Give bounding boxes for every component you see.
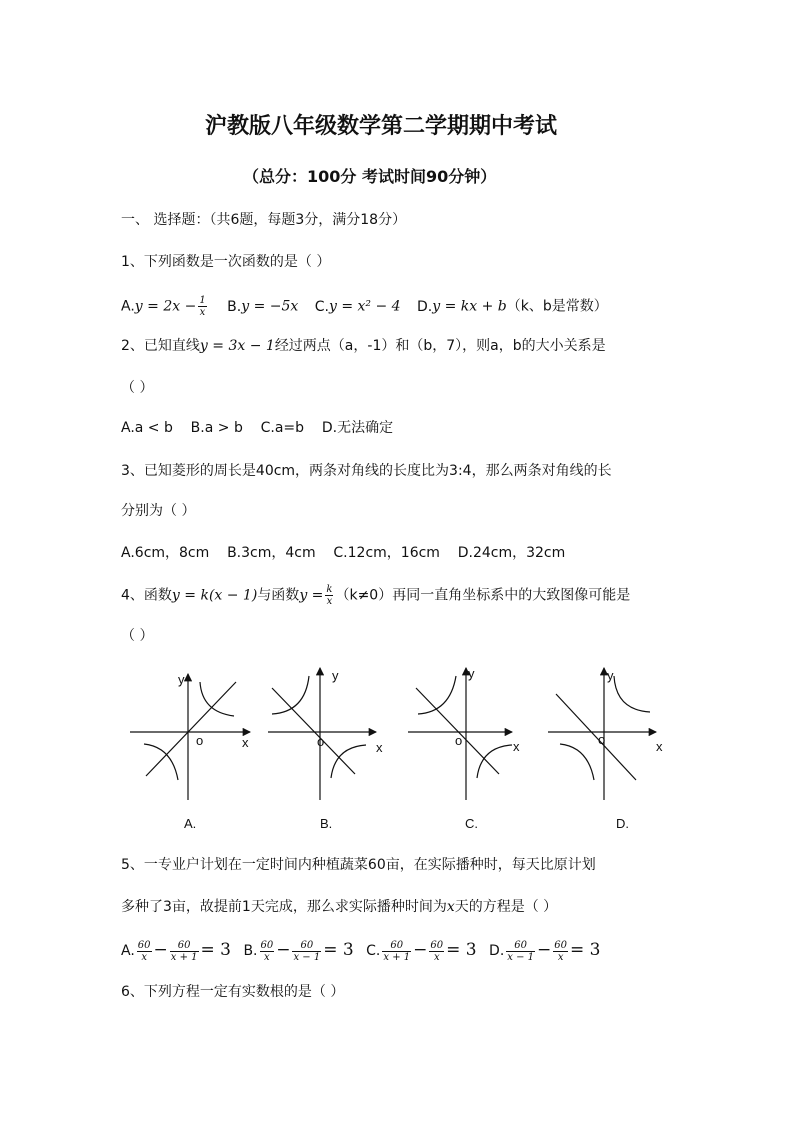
graph-b-x-label: x bbox=[376, 740, 383, 755]
graph-c-y-label: y bbox=[468, 666, 475, 681]
q5-b-rhs: = 3 bbox=[323, 940, 354, 960]
q4-blank: （ ） bbox=[121, 628, 154, 644]
q1-a-frac bbox=[198, 295, 206, 318]
graph-a-caption: A. bbox=[184, 816, 197, 831]
q4-num: k bbox=[326, 584, 333, 595]
q1-a-expr: y = 2x − bbox=[134, 298, 197, 315]
q3-stem: 3、已知菱形的周长是40cm，两条对角线的长度比为3:4，那么两条对角线的长 bbox=[121, 463, 612, 479]
q2-post: 经过两点（a，-1）和（b，7），则a，b的大小关系是 bbox=[274, 338, 606, 354]
graph-b-line bbox=[272, 688, 355, 774]
graph-b-origin: o bbox=[317, 734, 325, 749]
graph-d-x-label: x bbox=[656, 739, 663, 754]
graph-b-curve-lower bbox=[331, 745, 366, 778]
q4-den: x bbox=[326, 596, 333, 607]
graph-d-line bbox=[556, 694, 636, 780]
graph-b-caption: B. bbox=[320, 816, 333, 831]
graph-d-curve-upper bbox=[614, 676, 650, 712]
graph-d-origin: o bbox=[598, 732, 606, 747]
q1-a-den: x bbox=[199, 307, 206, 318]
graph-d-curve-lower bbox=[560, 744, 594, 780]
q5-b-label: B. bbox=[243, 943, 258, 959]
graph-a-origin: o bbox=[196, 733, 204, 748]
q5-d-rhs: = 3 bbox=[570, 940, 601, 960]
q1-d-expr: y = kx + b bbox=[432, 298, 507, 315]
q3-stem-line2: 分别为（ ） bbox=[121, 503, 196, 519]
q2-expr: y = 3x − 1 bbox=[199, 338, 275, 354]
q4-stem bbox=[121, 584, 630, 607]
exam-title: 沪教版八年级数学第二学期期中考试 bbox=[205, 113, 558, 139]
q4-frac bbox=[325, 584, 333, 607]
q4-expr2: y = bbox=[299, 587, 324, 604]
graph-d-y-label: y bbox=[607, 668, 614, 683]
graph-c-line bbox=[416, 688, 499, 774]
q5-a-rhs: = 3 bbox=[200, 940, 231, 960]
graph-a-curve-lower bbox=[144, 744, 178, 780]
q5-d-frac2: $\frac{60}{x}$ bbox=[554, 939, 568, 963]
graph-c-curve-lower bbox=[477, 745, 512, 778]
q5-stem: 5、一专业户计划在一定时间内种植蔬菜60亩，在实际播种时，每天比原计划 bbox=[121, 857, 596, 873]
q5-d-label: D. bbox=[489, 943, 505, 959]
q5-options: A. $\frac{60}{x}$ − $\frac{60}{x + 1}$ = 3 B. $\frac{60}{x}$ − $\frac{60}{x - 1}$ = 3 C. $\frac{60}{x + 1}$ − $\frac{60}{x}$ = 3 D. $\frac{60}{x - 1}$ − $\frac{60}{x}$ = 3 bbox=[121, 939, 601, 963]
graph-c-curve-upper bbox=[418, 676, 456, 714]
q1-c-label: C. bbox=[314, 298, 329, 315]
q5-a-frac1: $\frac{60}{x}$ bbox=[137, 939, 151, 963]
q3-options: A.6cm，8cm B.3cm，4cm C.12cm，16cm D.24cm，32cm bbox=[121, 545, 566, 561]
q4-post: （k≠0）再同一直角坐标系中的大致图像可能是 bbox=[335, 587, 631, 604]
q5-line2-pre: 多种了3亩，故提前1天完成，那么求实际播种时间为 bbox=[121, 899, 447, 915]
q1-options bbox=[121, 295, 608, 318]
graph-c-x-label: x bbox=[513, 739, 520, 754]
graph-a-x-label: x bbox=[242, 735, 249, 750]
q5-c-rhs: = 3 bbox=[446, 940, 477, 960]
q1-a-label: A. bbox=[121, 298, 135, 315]
q5-b-frac2: $\frac{60}{x - 1}$ bbox=[293, 939, 321, 963]
graph-c-caption: C. bbox=[465, 816, 478, 831]
q5-var: x bbox=[446, 899, 455, 915]
q5-c-frac2: $\frac{60}{x}$ bbox=[430, 939, 444, 963]
q5-c-frac1: $\frac{60}{x + 1}$ bbox=[383, 939, 411, 963]
q5-a-frac2: $\frac{60}{x + 1}$ bbox=[170, 939, 198, 963]
q1-stem: 1、下列函数是一次函数的是（ ） bbox=[121, 254, 331, 270]
graph-d-caption: D. bbox=[616, 816, 629, 831]
q5-d-frac1: $\frac{60}{x - 1}$ bbox=[507, 939, 535, 963]
q6-stem: 6、下列方程一定有实数根的是（ ） bbox=[121, 984, 345, 1000]
q1-d-note: （k、b是常数） bbox=[506, 298, 608, 315]
section-heading: 一、 选择题：（共6题，每题3分，满分18分） bbox=[121, 212, 407, 228]
graph-b-curve-upper bbox=[272, 676, 309, 714]
q5-line2-post: 天的方程是（ ） bbox=[454, 899, 558, 915]
q4-expr1: y = k(x − 1) bbox=[171, 587, 258, 604]
q1-b-expr: y = −5x bbox=[241, 298, 299, 315]
graph-b-y-label: y bbox=[332, 668, 339, 683]
exam-subtitle: （总分：100分 考试时间90分钟） bbox=[243, 167, 497, 186]
q4-mid: 与函数 bbox=[257, 587, 300, 604]
graph-a bbox=[130, 674, 250, 800]
q4-pre: 4、函数 bbox=[121, 587, 172, 604]
q1-a-num: 1 bbox=[199, 295, 206, 306]
q1-d-label: D. bbox=[417, 298, 433, 315]
q5-stem-line2 bbox=[121, 897, 557, 917]
q5-b-frac1: $\frac{60}{x}$ bbox=[260, 939, 274, 963]
q1-b-label: B. bbox=[227, 298, 242, 315]
graph-a-line bbox=[146, 682, 236, 776]
q2-options: A.a < b B.a > b C.a=b D.无法确定 bbox=[121, 420, 394, 436]
q4-graphs bbox=[0, 660, 794, 850]
q5-a-label: A. bbox=[121, 943, 135, 959]
q1-c-expr: y = x² − 4 bbox=[328, 298, 401, 315]
graph-c-origin: o bbox=[455, 733, 463, 748]
q2-pre: 2、已知直线 bbox=[121, 338, 200, 354]
graph-a-y-label: y bbox=[178, 672, 185, 687]
graph-a-curve-upper bbox=[200, 682, 234, 716]
q5-c-label: C. bbox=[366, 943, 381, 959]
q2-blank: （ ） bbox=[121, 380, 154, 396]
q2-stem bbox=[121, 336, 606, 356]
